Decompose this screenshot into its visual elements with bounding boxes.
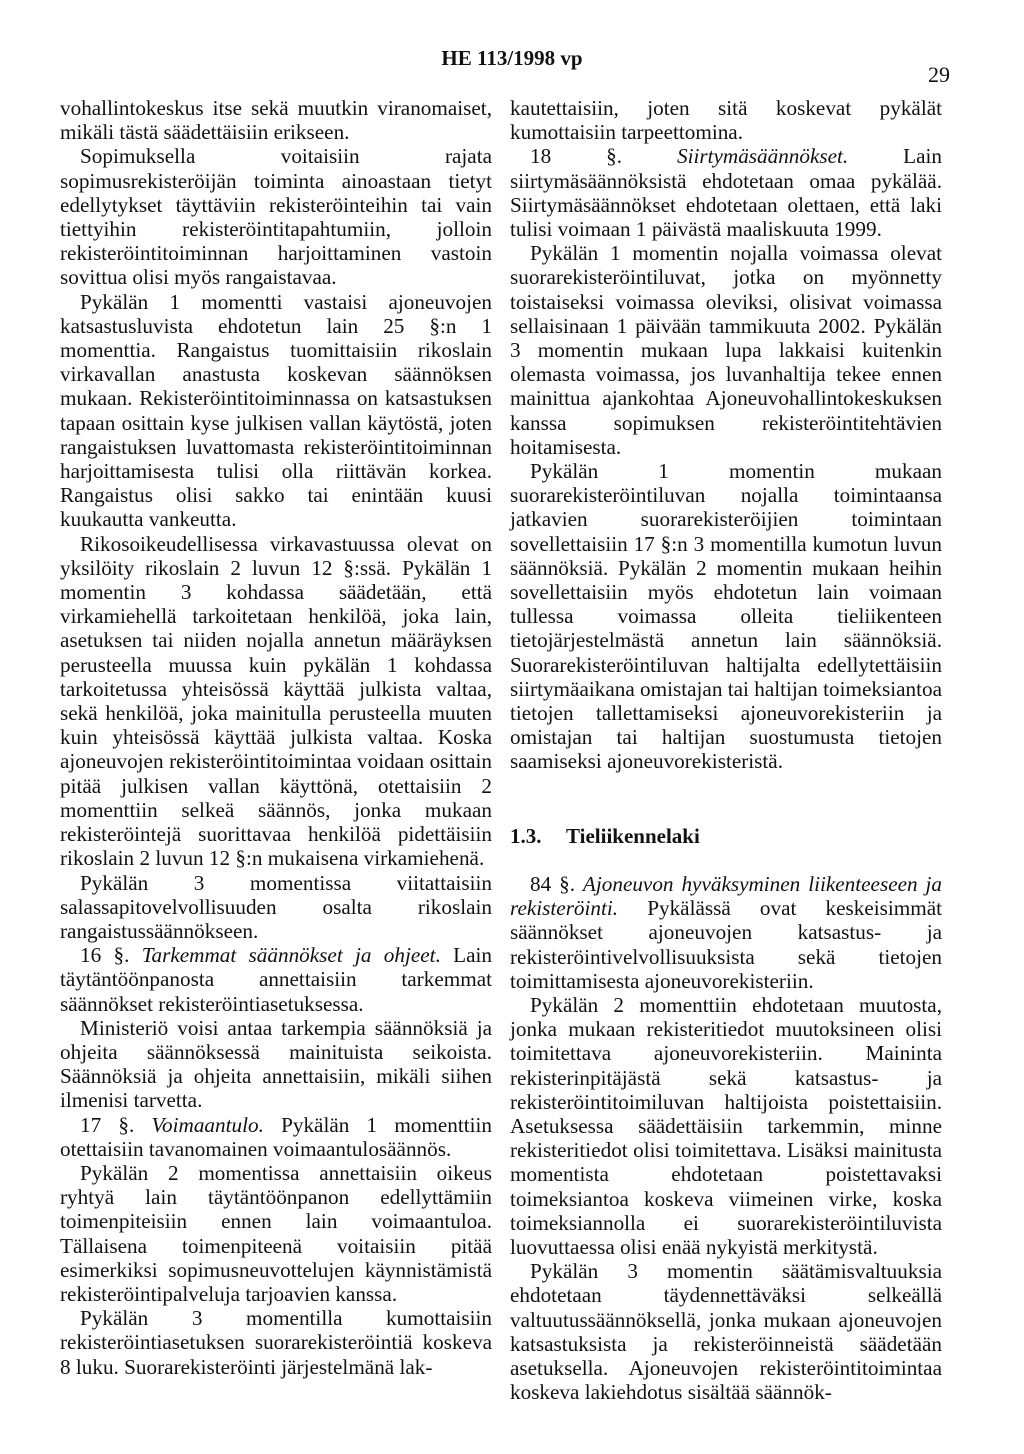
left-column bbox=[60, 96, 492, 1379]
page-number: 29 bbox=[928, 62, 950, 87]
paragraph: Pykälän 1 momentin nojalla voimassa olevat suorarekisteröintiluvat, jotka on myönnetty toistaiseksi voimassa oleviksi, olisivat voimassa sellaisinaan 1 päivään tammikuuta 2002. Pykälän 3 momentin mukaan lupa lakkaisi kuitenkin olemasta voimassa, jos luvanhaltija tekee ennen mainittua ajankohtaa Ajoneuvohallintokeskuksen kanssa sopimuksen rekisteröintitehtävien hoitamisesta. bbox=[510, 241, 942, 459]
section-title: Ajoneuvon hyväksyminen liikenteeseen ja rekisteröinti. bbox=[510, 871, 942, 921]
paragraph: Pykälän 3 momentin säätämisvaltuuksia ehdotetaan täydennettäväksi selkeällä valtuutussäännöksellä, jonka mukaan ajoneuvojen katsastuksista ja rekisteröinneistä säädetään asetuksella. Ajoneuvojen rekisteröintitoimintaa koskeva lakiehdotus sisältää säännök- bbox=[510, 1259, 942, 1405]
section-marker: 18 §. bbox=[530, 144, 677, 169]
paragraph: vohallintokeskus itse sekä muutkin viranomaiset, mikäli tästä säädettäisiin erikseen. bbox=[60, 96, 492, 145]
section-marker: 84 §. bbox=[530, 871, 583, 896]
section-heading-number: 1.3. bbox=[510, 823, 542, 848]
section-marker: 16 §. bbox=[80, 943, 142, 968]
paragraph-section-18 bbox=[510, 144, 942, 241]
paragraph-section-84 bbox=[510, 872, 942, 993]
section-marker: 17 §. bbox=[80, 1112, 152, 1137]
paragraph: Ministeriö voisi antaa tarkempia säännöksiä ja ohjeita säännöksessä mainituista seikoista. Säännöksiä ja ohjeita annettaisiin, mikäli siihen ilmenisi tarvetta. bbox=[60, 1015, 492, 1113]
paragraph-text: Pykälässä ovat keskeisimmät säännökset ajoneuvojen katsastus- ja rekisteröintivelvollisuuksista sekä tietojen toimittamisesta ajoneuvorekisteriin. bbox=[510, 896, 942, 993]
paragraph: Sopimuksella voitaisiin rajata sopimusrekisteröijän toiminta ainoastaan tietyt edellytykset täyttäviin rekisteröinteihin tai vain tiettyihin rekisteröintitapahtumiin, jolloin rekisteröintitoiminnan harjoittaminen vastoin sovittua olisi myös rangaistavaa. bbox=[60, 144, 492, 290]
section-title: Siirtymäsäännökset. bbox=[676, 144, 849, 169]
paragraph-text: Lain täytäntöönpanosta annettaisiin tarkemmat säännökset rekisteröintiasetuksessa. bbox=[60, 943, 493, 1016]
paragraph: Pykälän 1 momentin mukaan suorarekisteröintiluvan nojalla toimintaansa jatkavien suorarekisteröijien toimintaan sovellettaisiin 17 §:n 3 momentilla kumotun luvun säännöksiä. Pykälän 2 momentin mukaan heihin sovellettaisiin myös ehdotetun lain voimaan tullessa voimassa olleita tieliikenteen tietojärjestelmästä annetun lain säännöksiä. Suorarekisteröintiluvan haltijalta edellytettäisiin siirtymäaikana omistajan tai haltijan toimeksiantoa tietojen tallettamiseksi ajoneuvorekisteriin ja omistajan tai haltijan suostumusta tietojen saamiseksi ajoneuvorekisteristä. bbox=[510, 459, 942, 774]
document-header-title: HE 113/1998 vp bbox=[441, 46, 583, 70]
paragraph: Pykälän 3 momentilla kumottaisiin rekisteröintiasetuksen suorarekisteröintiä koskeva 8 luku. Suorarekisteröinti järjestelmänä lak- bbox=[60, 1306, 492, 1379]
section-heading-title: Tieliikennelaki bbox=[566, 823, 700, 848]
paragraph-section-16 bbox=[60, 943, 492, 1016]
paragraph-text: Pykälän 1 momenttiin otettaisiin tavanomainen voimaantulosäännös. bbox=[60, 1112, 493, 1161]
section-heading bbox=[510, 824, 942, 848]
paragraph: Pykälän 1 momentti vastaisi ajoneuvojen katsastusluvista ehdotetun lain 25 §:n 1 momenttia. Rangaistus tuomittaisiin rikoslain virkavallan anastusta koskevan säännöksen mukaan. Rekisteröintitoiminnassa on katsastuksen tapaan osittain kyse julkisen vallan käytöstä, joten rangaistuksen luvattomasta rekisteröintitoiminnan harjoittamisesta tulisi olla riittävän korkea. Rangaistus olisi sakko tai enintään kuusi kuukautta vankeutta. bbox=[60, 289, 492, 532]
paragraph: Pykälän 2 momenttiin ehdotetaan muutosta, jonka mukaan rekisteritiedot muutoksineen olisi toimitettava ajoneuvorekisteriin. Maininta rekisterinpitäjästä sekä katsastus- ja rekisteröintitoimiluvan haltijoista poistettaisiin. Asetuksessa säädettäisiin tarkemmin, minne rekisteritiedot olisi toimitettava. Lisäksi mainitusta momentista ehdotetaan poistettavaksi toimeksiantoa koskeva viimeinen virke, koska toimeksiannolla ei suorarekisteröintiluvista luovuttaessa olisi enää nykyistä merkitystä. bbox=[510, 992, 942, 1259]
section-title: Voimaantulo. bbox=[151, 1112, 264, 1137]
right-column bbox=[510, 96, 942, 1404]
paragraph: kautettaisiin, joten sitä koskevat pykälät kumottaisiin tarpeettomina. bbox=[510, 96, 942, 145]
paragraph: Pykälän 2 momentissa annettaisiin oikeus ryhtyä lain täytäntöönpanon edellyttämiin toimenpiteisiin ennen lain voimaantuloa. Tällaisena toimenpiteenä voitaisiin pitää esimerkiksi sopimusneuvottelujen käynnistämistä rekisteröintipalveluja tarjoavien kanssa. bbox=[60, 1160, 492, 1306]
paragraph: Rikosoikeudellisessa virkavastuussa olevat on yksilöity rikoslain 2 luvun 12 §:ssä. Pykälän 1 momentin 3 kohdassa säädetään, että virkamiehellä tarkoitetaan henkilöä, joka lain, asetuksen tai niiden nojalla annetun määräyksen perusteella muussa kuin pykälän 1 kohdassa tarkoitetussa yhteisössä käyttää julkista valtaa, sekä henkilöä, joka mainitulla perusteella muuten kuin yhteisössä käyttää julkista valtaa. Koska ajoneuvojen rekisteröintitoimintaa voidaan osittain pitää julkisen vallan käyttönä, otettaisiin 2 momenttiin selkeä säännös, jonka mukaan rekisteröintejä suorittavaa henkilöä pidettäisiin rikoslain 2 luvun 12 §:n mukaisena virkamiehenä. bbox=[60, 531, 492, 871]
paragraph: Pykälän 3 momentissa viitattaisiin salassapitovelvollisuuden osalta rikoslain rangaistussäännökseen. bbox=[60, 870, 492, 943]
paragraph-section-17 bbox=[60, 1113, 492, 1161]
section-title: Tarkemmat säännökset ja ohjeet. bbox=[141, 943, 441, 968]
paragraph-text: Lain siirtymäsäännöksistä ehdotetaan omaa pykälää. Siirtymäsäännökset ehdotetaan olettaen, että laki tulisi voimaan 1 päivästä maaliskuuta 1999. bbox=[510, 144, 943, 242]
